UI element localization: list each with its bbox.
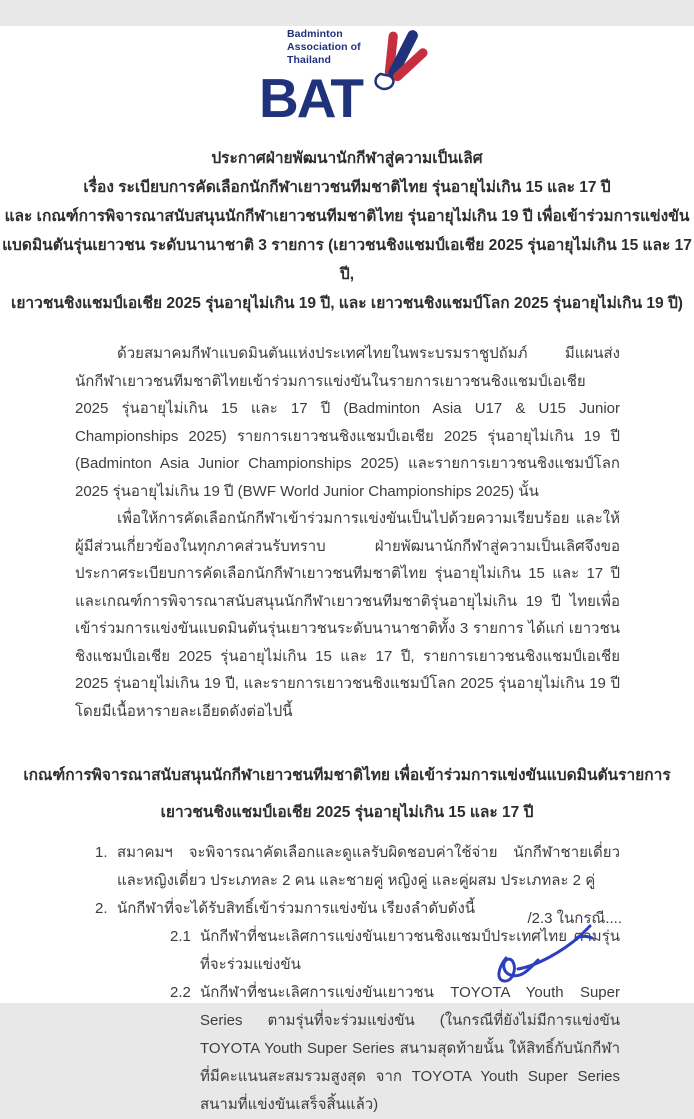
list-subitem-number: 2.2 [170,984,191,1001]
logo-acronym: BAT [259,67,362,129]
paragraph-2: เพื่อให้การคัดเลือกนักกีฬาเข้าร่วมการแข่งขันเป็นไปด้วยความเรียบร้อย และให้ผู้มีส่วนเกี่ยวข้องในทุกภาคส่วนรับทราบ ฝ่ายพัฒนานักกีฬาสู่ความเป็นเลิศจึงขอประกาศระเบียบการคัดเลือกนักกีฬาเยาวชนทีมชาติไทย รุ่นอายุไม่เกิน 15 และ 17 ปี และเกณฑ์การพิจารณาสนับสนุนนักกีฬาเยาวชนทีมชาติรุ่นอายุไม่เกิน 19 ปี ไทยเพื่อเข้าร่วมการแข่งขันแบดมินตันรุ่นเยาวชนระดับนานาชาติทั้ง 3 รายการ ได้แก่ เยาวชนชิงแชมป์เอเชีย 2025 รุ่นอายุไม่เกิน 15 และ 17 ปี, รายการเยาวชนชิงแชมป์เอเชีย 2025 รุ่นอายุไม่เกิน 19 ปี, และรายการเยาวชนชิงแชมป์โลก 2025 รุ่นอายุไม่เกิน 19 ปี โดยมีเนื้อหารายละเอียดดังต่อไปนี้ [75,510,620,720]
section-heading-line: เยาวชนชิงแชมป์เอเชีย 2025 รุ่นอายุไม่เกิน 15 และ 17 ปี [160,804,534,821]
list-subitem-text: นักกีฬาที่ชนะเลิศการแข่งขันเยาวชน TOYOTA Youth Super Series ตามรุ่นที่จะร่วมแข่งขัน (ในกรณีที่ยังไม่มีการแข่งขัน TOYOTA Youth Super Series สนามสุดท้ายนั้น ให้สิทธิ์กับนักกีฬาที่มีคะแนนสะสมรวมสูงสุด จาก TOYOTA Youth Super Series สนามที่แข่งขันเสร็จสิ้นแล้ว) [200,984,620,1113]
list-subitem-text: นักกีฬาที่ชนะเลิศการแข่งขันเยาวชนชิงแชมป์ประเทศไทย ตามรุ่นที่จะร่วมแข่งขัน [200,928,620,973]
continuation-marker: /2.3 ในกรณี.... [527,910,622,927]
list-item-number: 1. [95,844,108,861]
list-item-text: นักกีฬาที่จะได้รับสิทธิ์เข้าร่วมการแข่งขัน เรียงลำดับดังนี้ [117,900,476,917]
list-item-text: สมาคมฯ จะพิจารณาคัดเลือกและดูแลรับผิดชอบค่าใช้จ่าย นักกีฬาชายเดี่ยวและหญิงเดี่ยว ประเภทละ 2 คน และชายคู่ หญิงคู่ และคู่ผสม ประเภทละ 2 คู่ [117,844,620,889]
logo-org-name [287,28,361,66]
title-line: และ เกณฑ์การพิจารณาสนับสนุนนักกีฬาเยาวชนทีมชาติไทย รุ่นอายุไม่เกิน 19 ปี เพื่อเข้าร่วมการแข่งขัน [4,208,690,225]
list-item-1 [95,839,620,895]
logo-org-line: Thailand [287,53,331,66]
section-heading [0,757,694,831]
logo-org-line: Association of [287,40,361,53]
title-line: เรื่อง ระเบียบการคัดเลือกนักกีฬาเยาวชนทีมชาติไทย รุ่นอายุไม่เกิน 15 และ 17 ปี [83,179,611,196]
bat-logo [257,26,437,129]
title-line: แบดมินตันรุ่นเยาวชน ระดับนานาชาติ 3 รายการ (เยาวชนชิงแชมป์เอเชีย 2025 รุ่นอายุไม่เกิน 15 และ 17 ปี, [2,237,692,283]
list-subitem-number: 2.1 [170,928,191,945]
list-subitem-2-2 [170,979,620,1119]
document-page [0,26,694,1113]
shuttlecock-icon [365,20,443,98]
section-heading-line: เกณฑ์การพิจารณาสนับสนุนนักกีฬาเยาวชนทีมชาติไทย เพื่อเข้าร่วมการแข่งขันแบดมินตันรายการ [23,767,671,784]
title-line: เยาวชนชิงแชมป์เอเชีย 2025 รุ่นอายุไม่เกิน 19 ปี, และ เยาวชนชิงแชมป์โลก 2025 รุ่นอายุไม่เกิน 19 ปี) [11,295,683,312]
logo-org-line: Badminton [287,28,343,40]
page-footer [412,906,632,991]
signature-ink [484,924,614,986]
list-item-number: 2. [95,900,108,917]
document-title [0,144,694,318]
paragraph-1: ด้วยสมาคมกีฬาแบดมินตันแห่งประเทศไทยในพระบรมราชูปถัมภ์ มีแผนส่งนักกีฬาเยาวชนทีมชาติไทยเข้าร่วมการแข่งขันในรายการเยาวชนชิงแชมป์เอเชีย 2025 รุ่นอายุไม่เกิน 15 และ 17 ปี (Badminton Asia U17 & U15 Junior Championships 2025) รายการเยาวชนชิงแชมป์เอเชีย 2025 รุ่นอายุไม่เกิน 19 ปี (Badminton Asia Junior Championships 2025) และรายการเยาวชนชิงแชมป์โลก 2025 รุ่นอายุไม่เกิน 19 ปี (BWF World Junior Championships 2025) นั้น [75,345,620,500]
document-body [75,340,620,725]
title-line: ประกาศฝ่ายพัฒนานักกีฬาสู่ความเป็นเลิศ [211,150,483,167]
